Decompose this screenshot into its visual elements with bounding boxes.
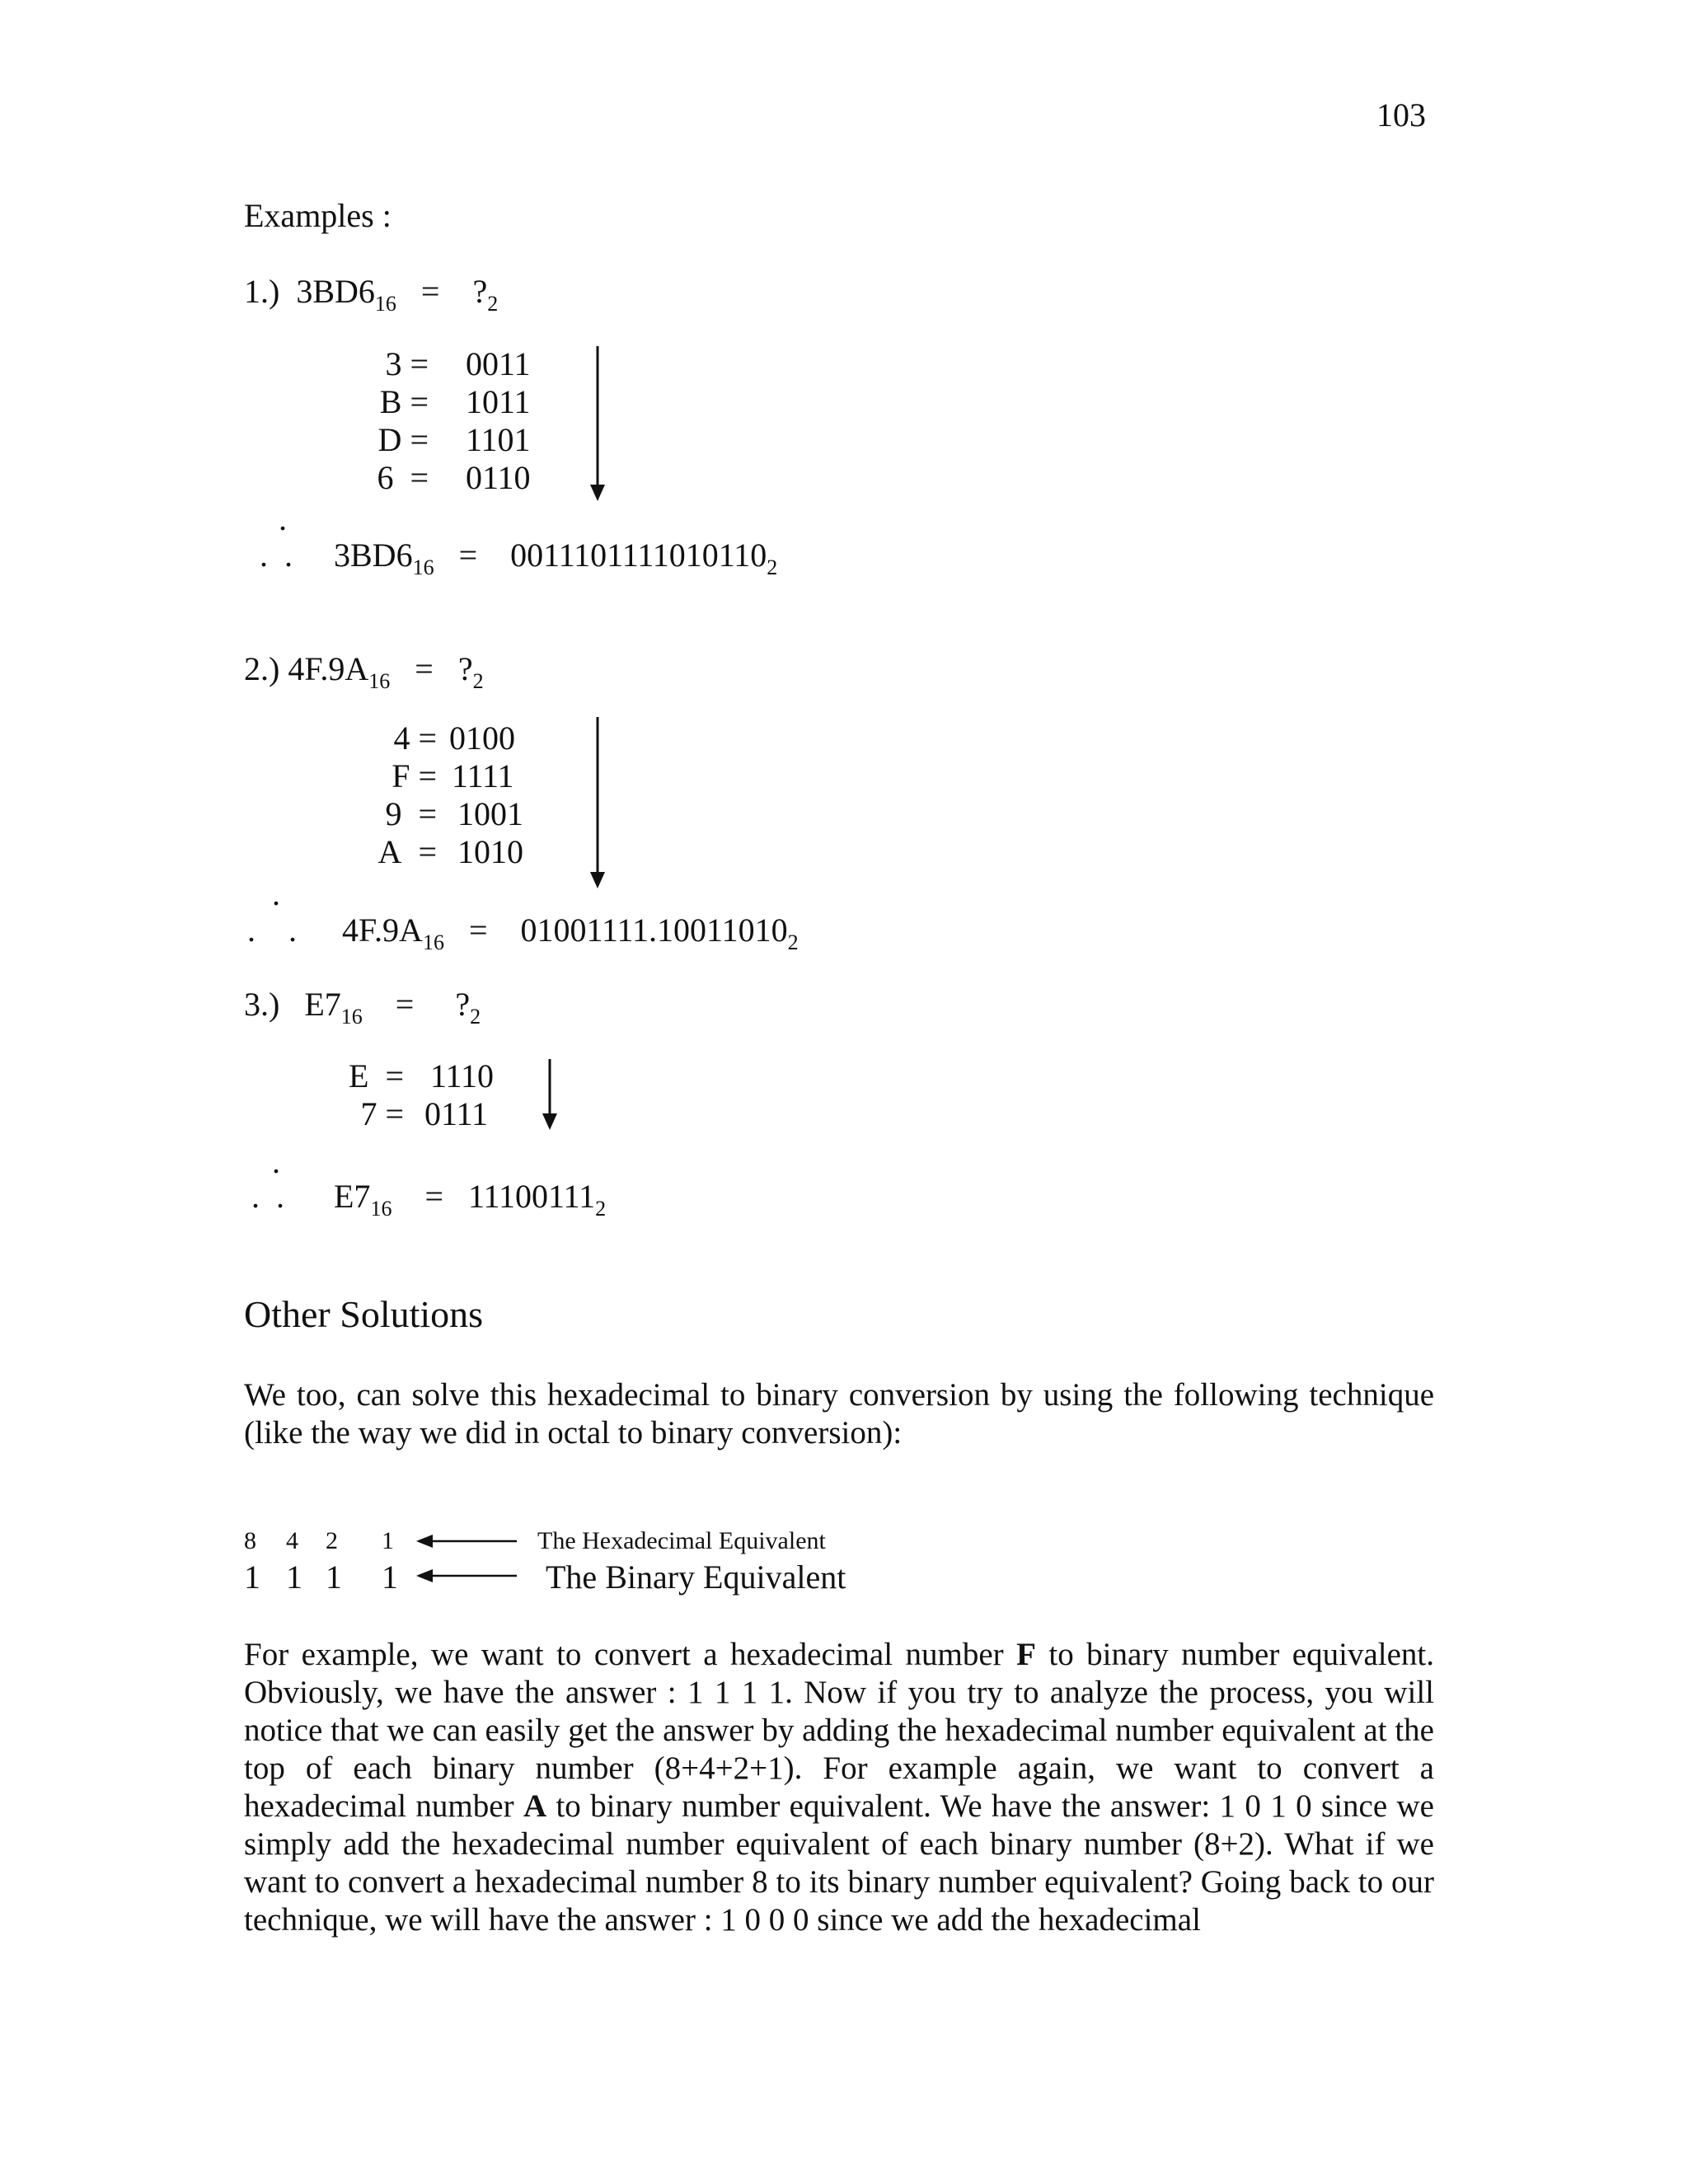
therefore-dots: . . <box>260 537 293 574</box>
example-1-problem <box>244 272 499 316</box>
digit-bits: 0100 <box>449 719 515 757</box>
digit-bits: 0110 <box>466 459 531 496</box>
therefore-dot-top: . <box>272 875 280 912</box>
intro-paragraph: We too, can solve this hexadecimal to binary conversion by using the following technique (like the way we did in octal to binary conversion): <box>244 1377 1434 1451</box>
therefore-dot-top: . <box>272 1143 280 1180</box>
result-bits: 01001111.10011010 <box>520 912 788 949</box>
question-mark: ? <box>457 650 473 687</box>
digit-bits: 1001 <box>457 795 523 832</box>
result-hex: 3BD6 <box>334 537 413 574</box>
digit-bits: 1011 <box>466 383 531 420</box>
digit-bits: 1010 <box>457 833 523 870</box>
equals-sign: = <box>415 650 434 687</box>
down-arrow-icon <box>537 1059 562 1133</box>
hex-base: 16 <box>368 669 391 693</box>
digit-label: B = <box>379 383 429 420</box>
digit-label: D = <box>377 421 429 458</box>
therefore-dot-top: . <box>279 500 287 537</box>
example-1-result: $3BD6_{16}$ = $0011101111010110_2$ <box>334 537 778 579</box>
result-bits: 0011101111010110 <box>510 537 767 574</box>
result-bits-base: 2 <box>767 555 778 579</box>
bit-value: 1 <box>326 1558 342 1596</box>
digit-label: 4 = <box>393 719 437 757</box>
example-label: 1.) <box>244 273 280 310</box>
result-hex-base: 16 <box>370 1197 392 1221</box>
example-label: 2.) <box>244 650 280 687</box>
examples-heading: Examples : <box>244 197 392 234</box>
hex-value: E7 <box>304 986 341 1023</box>
weight-value: 1 <box>382 1527 394 1554</box>
result-bits-base: 2 <box>595 1197 607 1221</box>
question-mark: ? <box>455 986 471 1023</box>
hex-base: 16 <box>374 292 396 316</box>
digit-label: A = <box>377 833 437 870</box>
digit-label: 7 = <box>360 1095 404 1132</box>
result-bits: 11100111 <box>468 1178 596 1215</box>
result-hex: 4F.9A <box>342 912 423 949</box>
bits-caption: The Binary Equivalent <box>546 1558 846 1596</box>
therefore-dots: . . <box>247 912 297 949</box>
hex-base: 16 <box>340 1005 363 1029</box>
bit-value: 1 <box>286 1558 302 1596</box>
section-heading: Other Solutions <box>244 1293 484 1335</box>
page-number: 103 <box>1376 96 1426 134</box>
down-arrow-icon <box>585 346 610 503</box>
explanation-paragraph: For example, we want to convert a hexadecimal number F to binary number equivalent. Obviously, we have the answer : 1 1 1 1. Now if you try to analyze the process, you will notice that we can easily get the answer by adding the hexadecimal number equivalent at the top of each binary number (8+4+2+1). For example again, we want to convert a hexadecimal number A to binary number equivalent. We have the answer: 1 0 1 0 since we simply add the hexadecimal number equivalent of each binary number (8+2). What if we want to convert a hexadecimal number 8 to its binary number equivalent? Going back to our technique, we will have the answer : 1 0 0 0 since we add the hexadecimal <box>244 1637 1434 1938</box>
digit-label: F = <box>392 757 437 794</box>
example-3-result: $E7_{16}$ = $11100111_2$ <box>334 1178 607 1221</box>
digit-label: 3 = <box>385 345 429 382</box>
digit-label: E = <box>349 1057 404 1094</box>
weight-value: 2 <box>326 1527 338 1554</box>
digit-bits: 1101 <box>466 421 531 458</box>
equals-sign: = <box>395 986 415 1023</box>
hex-value: 4F.9A <box>288 650 369 687</box>
digit-bits: 1111 <box>452 757 514 794</box>
bold-hex-a: A <box>523 1788 547 1824</box>
digit-label: 6 = <box>377 459 429 496</box>
bit-value: 1 <box>382 1558 398 1596</box>
left-arrow-icon <box>416 1530 519 1553</box>
result-hex-base: 16 <box>412 555 434 579</box>
weight-value: 8 <box>244 1527 256 1554</box>
equals-sign: = <box>420 273 440 310</box>
example-2-result: $4F.9A_{16}$ = $01001111.10011010_2$ <box>342 912 799 954</box>
result-hex-base: 16 <box>422 930 444 954</box>
question-mark: ? <box>472 273 488 310</box>
digit-bits: 0111 <box>424 1095 489 1132</box>
example-2-problem <box>244 649 484 693</box>
digit-bits: 0011 <box>466 345 531 382</box>
down-arrow-icon <box>585 717 610 890</box>
result-hex: E7 <box>334 1178 371 1215</box>
therefore-dots: . . <box>251 1178 284 1215</box>
result-bits-base: 2 <box>787 930 799 954</box>
target-base: 2 <box>470 1005 481 1029</box>
weights-caption: The Hexadecimal Equivalent <box>537 1527 826 1554</box>
weight-value: 4 <box>286 1527 298 1554</box>
hex-value: 3BD6 <box>296 273 375 310</box>
example-label: 3.) <box>244 986 280 1023</box>
digit-bits: 1110 <box>430 1057 495 1094</box>
bold-hex-f: F <box>1016 1637 1036 1672</box>
left-arrow-icon <box>416 1564 519 1587</box>
target-base: 2 <box>487 292 499 316</box>
digit-label: 9 = <box>385 795 437 832</box>
bit-value: 1 <box>244 1558 260 1596</box>
example-3-problem <box>244 985 481 1029</box>
target-base: 2 <box>472 669 484 693</box>
